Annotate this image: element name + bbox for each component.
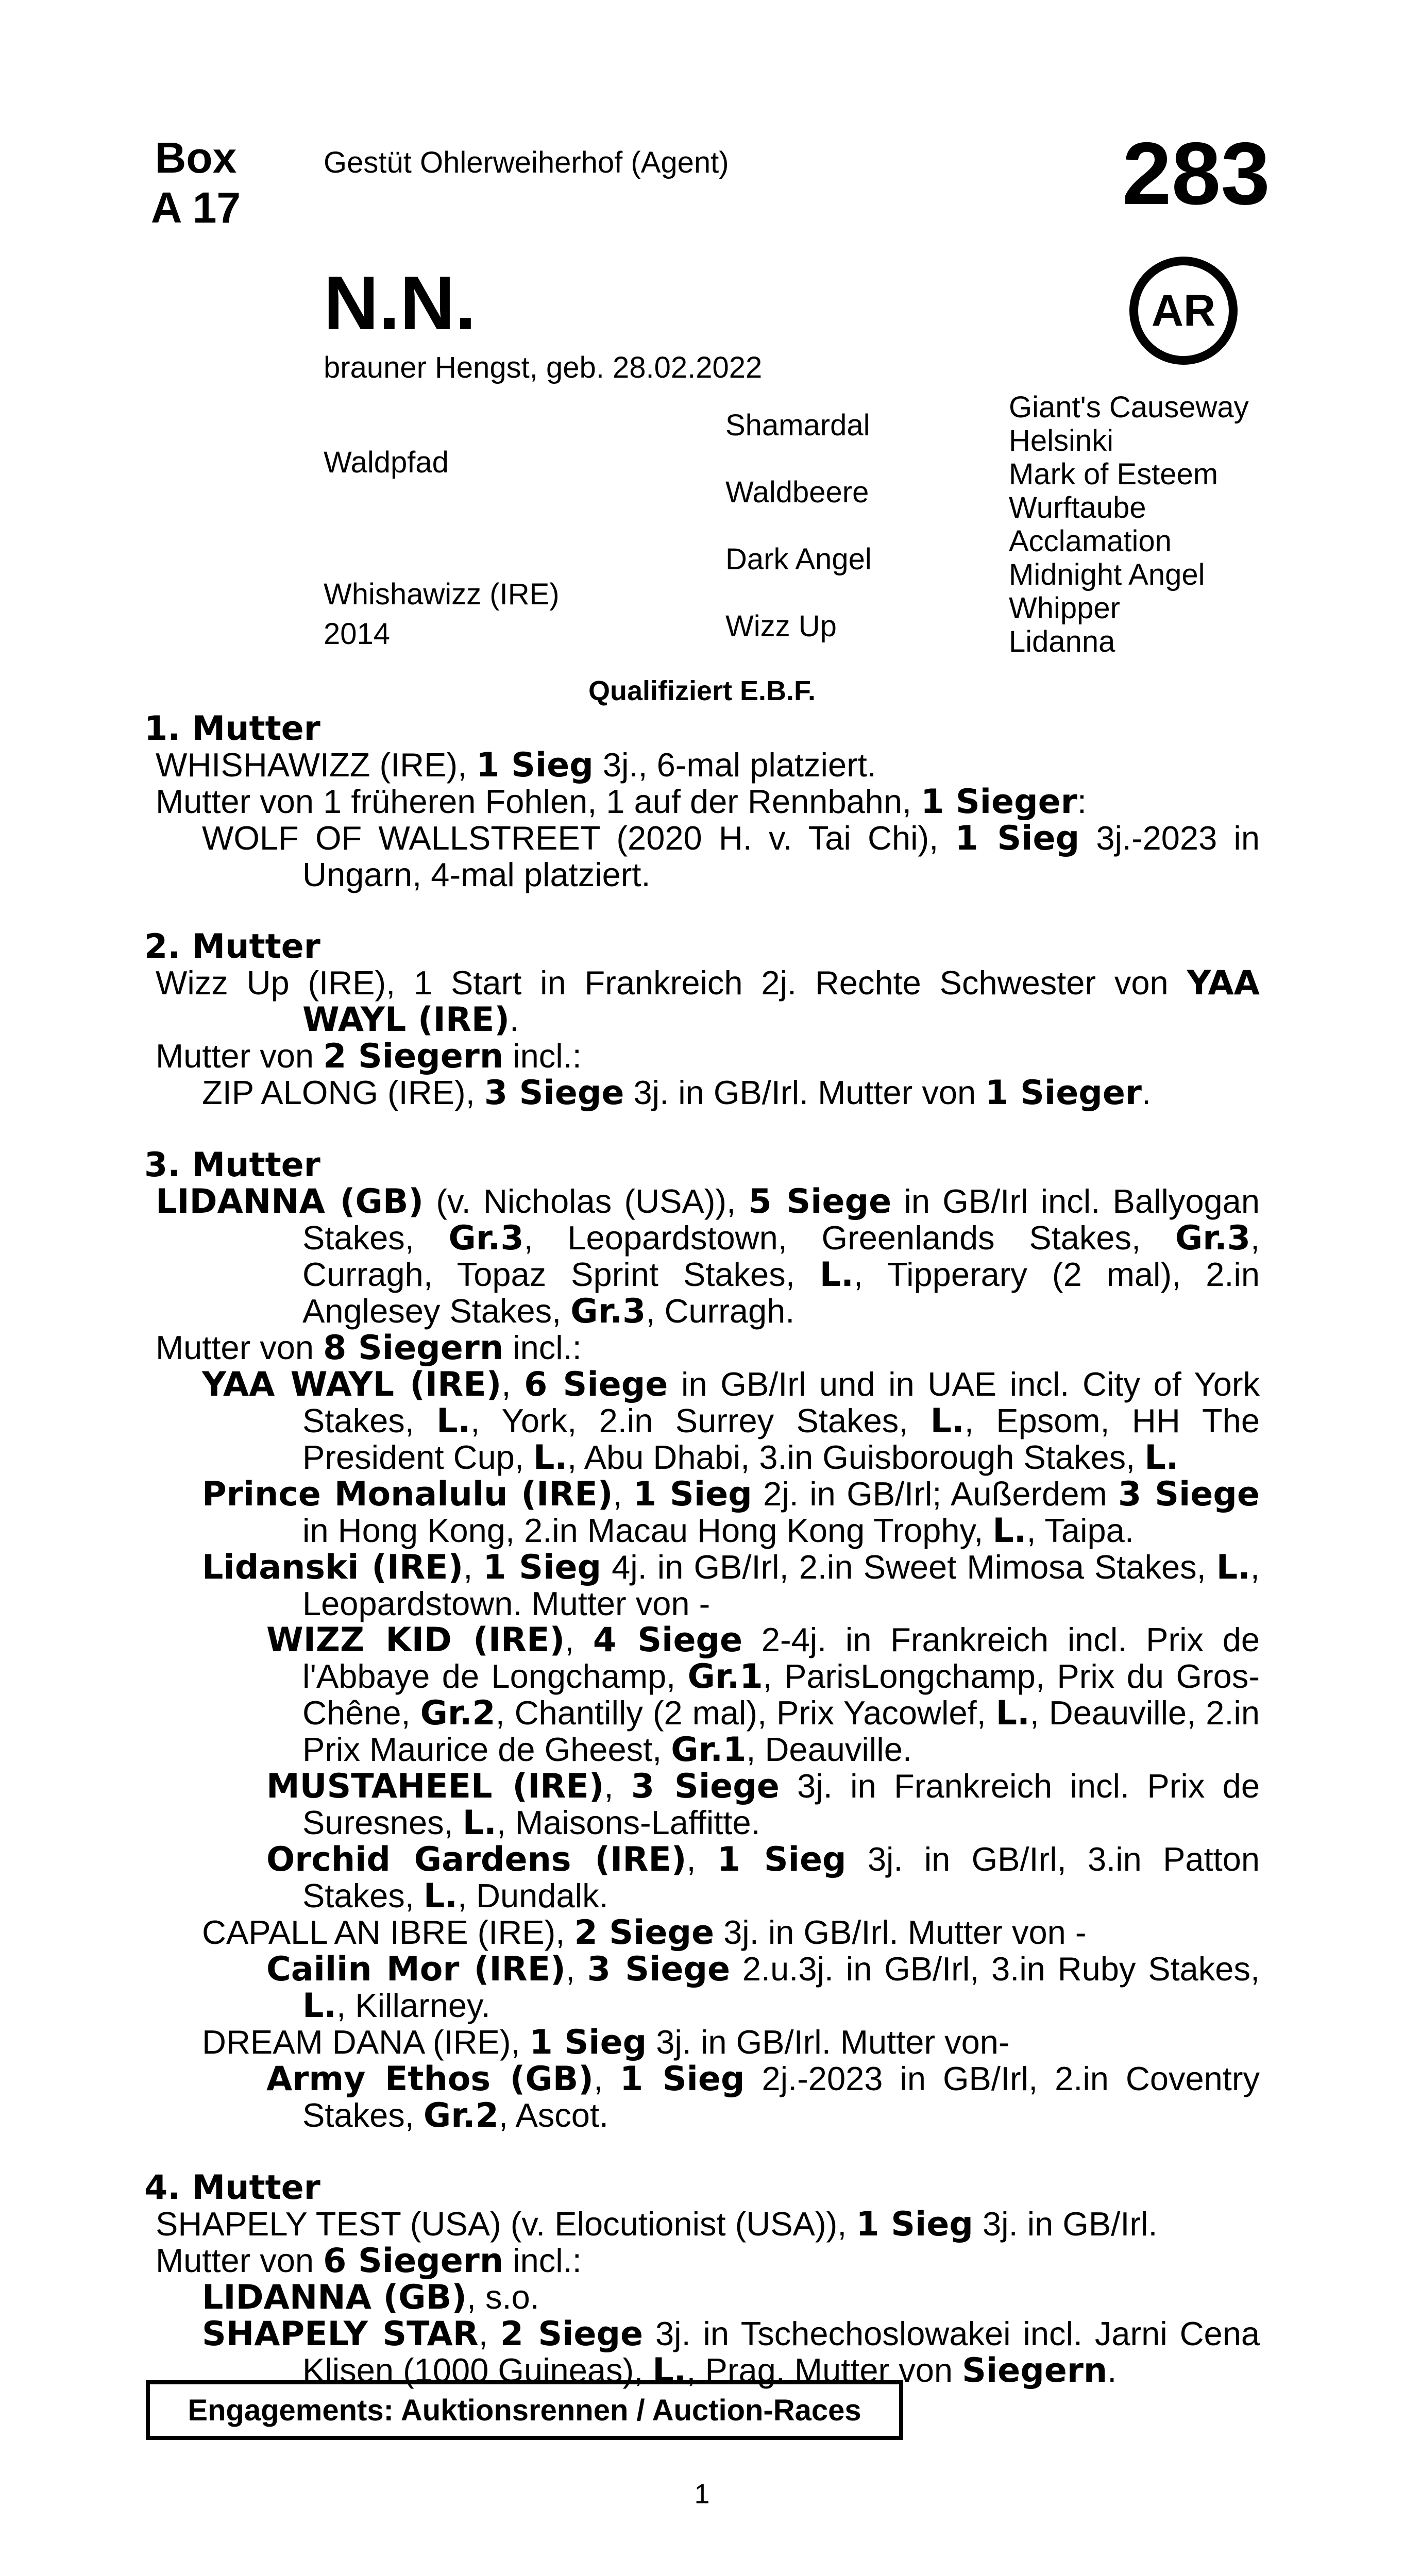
m3-progeny-5: DREAM DANA (IRE), 1 Sieg 3j. in GB/Irl. Mutter von- bbox=[202, 2023, 1010, 2062]
section-heading-3: 3. Mutter bbox=[144, 1146, 320, 1184]
pedigree-g3-6: Midnight Angel bbox=[1009, 558, 1205, 591]
pedigree-dam-sire: Dark Angel bbox=[725, 543, 872, 576]
pedigree-g3-3: Mark of Esteem bbox=[1009, 457, 1219, 491]
section-heading-2: 2. Mutter bbox=[144, 927, 320, 966]
m4-progeny-2: SHAPELY STAR, 2 Siege 3j. in Tschechoslowakei incl. Jarni Cena Klisen (1000 Guineas), L., Prag. Mutter von Siegern. bbox=[202, 2315, 1260, 2390]
ar-badge: AR bbox=[1129, 257, 1238, 365]
m3-grandprogeny-1: WIZZ KID (IRE), 4 Siege 2-4j. in Frankreich incl. Prix de l'Abbaye de Longchamp, Gr.1, ParisLongchamp, Prix du Gros-Chêne, Gr.2, Chantilly (2 mal), Prix Yacowlef, L., Deauville, 2.in Prix Maurice de Gheest, Gr.1, Deauville. bbox=[266, 1621, 1260, 1769]
pedigree-sire-dam: Waldbeere bbox=[725, 476, 869, 509]
m3-foals-line: Mutter von 8 Siegern incl.: bbox=[156, 1329, 582, 1367]
pedigree-third-generation bbox=[1009, 391, 1249, 658]
m3-grandprogeny-3: Orchid Gardens (IRE), 1 Sieg 3j. in GB/Irl, 3.in Patton Stakes, L., Dundalk. bbox=[266, 1840, 1260, 1916]
box-number: A 17 bbox=[150, 183, 241, 232]
m3-progeny-2: Prince Monalulu (IRE), 1 Sieg 2j. in GB/Irl; Außerdem 3 Siege in Hong Kong, 2.in Macau Hong Kong Trophy, L., Taipa. bbox=[202, 1475, 1260, 1550]
engagements-box: Engagements: Auktionsrennen / Auction-Races bbox=[146, 2380, 903, 2440]
m1-dam-line: WHISHAWIZZ (IRE), 1 Sieg 3j., 6-mal platziert. bbox=[156, 746, 876, 785]
pedigree-dam-dam: Wizz Up bbox=[725, 609, 837, 643]
m2-dam-line: Wizz Up (IRE), 1 Start in Frankreich 2j. Rechte Schwester von YAA WAYL (IRE). bbox=[156, 964, 1260, 1039]
m3-progeny-1: YAA WAYL (IRE), 6 Siege in GB/Irl und in UAE incl. City of York Stakes, L., York, 2.in Surrey Stakes, L., Epsom, HH The President Cup, L., Abu Dhabi, 3.in Guisborough Stakes, L. bbox=[202, 1365, 1260, 1477]
section-heading-4: 4. Mutter bbox=[144, 2168, 320, 2207]
box-label bbox=[139, 133, 252, 232]
m3-progeny-4: CAPALL AN IBRE (IRE), 2 Siege 3j. in GB/Irl. Mutter von - bbox=[202, 1913, 1087, 1952]
horse-name: N.N. bbox=[324, 261, 476, 346]
pedigree-g3-1: Giant's Causeway bbox=[1009, 391, 1249, 424]
m4-progeny-1: LIDANNA (GB), s.o. bbox=[202, 2278, 539, 2317]
m3-grandprogeny-4: Cailin Mor (IRE), 3 Siege 2.u.3j. in GB/Irl, 3.in Ruby Stakes, L., Killarney. bbox=[266, 1950, 1260, 2025]
pedigree-g3-8: Lidanna bbox=[1009, 625, 1115, 658]
m2-progeny: ZIP ALONG (IRE), 3 Siege 3j. in GB/Irl. Mutter von 1 Sieger. bbox=[202, 1074, 1152, 1112]
consignor: Gestüt Ohlerweiherhof (Agent) bbox=[324, 146, 729, 179]
pedigree-dam-year: 2014 bbox=[324, 617, 391, 651]
horse-description: brauner Hengst, geb. 28.02.2022 bbox=[324, 351, 763, 384]
m1-progeny: WOLF OF WALLSTREET (2020 H. v. Tai Chi), 1 Sieg 3j.-2023 in Ungarn, 4-mal platziert. bbox=[202, 819, 1260, 893]
m3-grandprogeny-2: MUSTAHEEL (IRE), 3 Siege 3j. in Frankreich incl. Prix de Suresnes, L., Maisons-Laffitte. bbox=[266, 1767, 1260, 1842]
pedigree-g3-5: Acclamation bbox=[1009, 524, 1172, 558]
m4-dam-line: SHAPELY TEST (USA) (v. Elocutionist (USA)), 1 Sieg 3j. in GB/Irl. bbox=[156, 2205, 1158, 2244]
m4-foals-line: Mutter von 6 Siegern incl.: bbox=[156, 2242, 582, 2280]
pedigree-g3-7: Whipper bbox=[1009, 591, 1120, 625]
pedigree-g3-4: Wurftaube bbox=[1009, 491, 1146, 524]
m3-dam-line: LIDANNA (GB) (v. Nicholas (USA)), 5 Siege in GB/Irl incl. Ballyogan Stakes, Gr.3, Leopardstown, Greenlands Stakes, Gr.3, Curragh, Topaz Sprint Stakes, L., Tipperary (2 mal), 2.in Anglesey Stakes, Gr.3, Curragh. bbox=[156, 1182, 1260, 1331]
pedigree-g3-2: Helsinki bbox=[1009, 424, 1114, 457]
pedigree-sire: Waldpfad bbox=[324, 446, 449, 479]
m3-grandprogeny-5: Army Ethos (GB), 1 Sieg 2j.-2023 in GB/Irl, 2.in Coventry Stakes, Gr.2, Ascot. bbox=[266, 2060, 1260, 2135]
m2-foals-line: Mutter von 2 Siegern incl.: bbox=[156, 1037, 582, 1076]
box-word: Box bbox=[155, 133, 237, 182]
family-text bbox=[0, 711, 1404, 2389]
section-heading-1: 1. Mutter bbox=[144, 709, 320, 748]
m1-foals-line: Mutter von 1 früheren Fohlen, 1 auf der Rennbahn, 1 Sieger: bbox=[156, 783, 1087, 821]
pedigree-dam: Whishawizz (IRE) bbox=[324, 578, 560, 611]
qualification: Qualifiziert E.B.F. bbox=[588, 675, 816, 706]
pedigree-sire-sire: Shamardal bbox=[725, 409, 870, 442]
m3-progeny-3: Lidanski (IRE), 1 Sieg 4j. in GB/Irl, 2.in Sweet Mimosa Stakes, L., Leopardstown. Mutter von - bbox=[202, 1548, 1260, 1622]
page-number: 1 bbox=[694, 2479, 710, 2510]
lot-number: 283 bbox=[1122, 124, 1270, 223]
